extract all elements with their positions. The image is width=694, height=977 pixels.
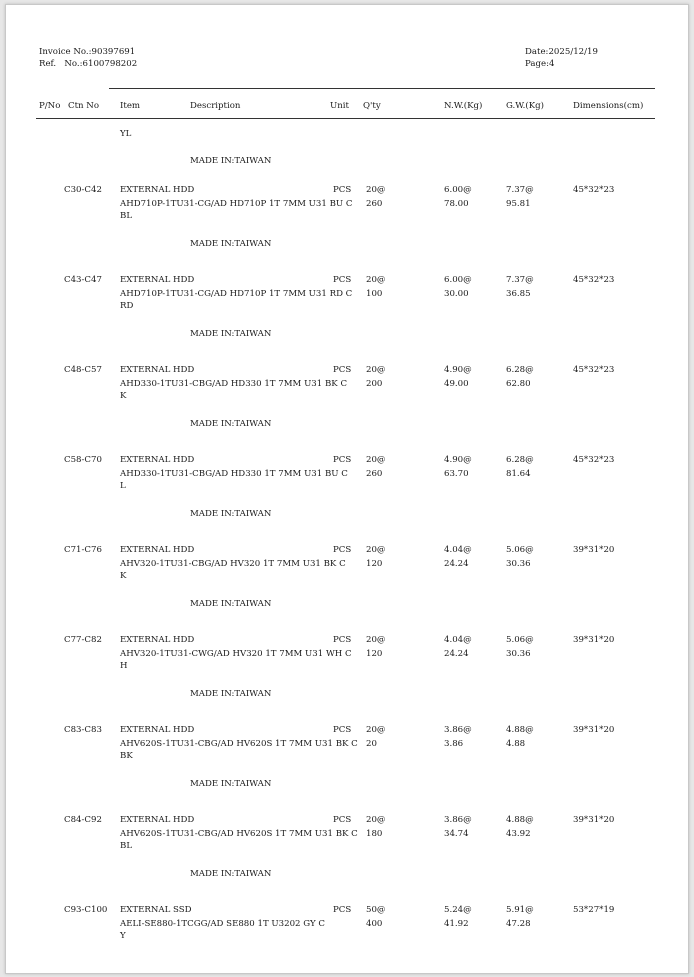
made-in-line: MADE IN:TAIWAN (190, 689, 272, 699)
gross-weight-total: 62.80 (506, 379, 531, 389)
carton-dimensions: 45*32*23 (573, 365, 615, 375)
item-description: AHD710P-1TU31-CG/AD HD710P 1T 7MM U31 BU C (120, 199, 353, 209)
quantity-total: 400 (366, 919, 383, 929)
gross-weight-total: 36.85 (506, 289, 531, 299)
net-weight-total: 63.70 (444, 469, 469, 479)
unit: PCS (333, 275, 352, 285)
carton-number: C83-C83 (64, 725, 102, 735)
item-name: EXTERNAL SSD (120, 905, 192, 915)
carton-number: C48-C57 (64, 365, 102, 375)
net-weight-total: 41.92 (444, 919, 469, 929)
invoice-number: Invoice No.:90397691 (39, 47, 136, 57)
carton-number: C71-C76 (64, 545, 102, 555)
gross-weight-per-carton: 4.88@ (506, 815, 534, 825)
item-description: AHD710P-1TU31-CG/AD HD710P 1T 7MM U31 RD C (120, 289, 353, 299)
continued-description-line: YL (120, 129, 132, 139)
quantity-total: 120 (366, 559, 383, 569)
made-in-line: MADE IN:TAIWAN (190, 509, 272, 519)
net-weight-per-carton: 6.00@ (444, 275, 472, 285)
made-in-line: MADE IN:TAIWAN (190, 779, 272, 789)
quantity-total: 200 (366, 379, 383, 389)
made-in-line: MADE IN:TAIWAN (190, 156, 272, 166)
invoice-page (5, 4, 689, 974)
column-header-unit: Unit (330, 101, 349, 111)
quantity-per-carton: 20@ (366, 635, 386, 645)
item-description-cont: L (120, 481, 126, 491)
column-header-dimensions: Dimensions(cm) (573, 101, 644, 111)
unit: PCS (333, 635, 352, 645)
gross-weight-per-carton: 5.91@ (506, 905, 534, 915)
gross-weight-per-carton: 5.06@ (506, 635, 534, 645)
column-header-qty: Q'ty (363, 101, 381, 111)
gross-weight-total: 30.36 (506, 649, 531, 659)
carton-dimensions: 53*27*19 (573, 905, 615, 915)
quantity-per-carton: 20@ (366, 275, 386, 285)
gross-weight-per-carton: 7.37@ (506, 185, 534, 195)
quantity-total: 180 (366, 829, 383, 839)
item-description: AHV320-1TU31-CBG/AD HV320 1T 7MM U31 BK C (120, 559, 346, 569)
quantity-per-carton: 20@ (366, 725, 386, 735)
net-weight-per-carton: 4.90@ (444, 365, 472, 375)
unit: PCS (333, 185, 352, 195)
carton-dimensions: 39*31*20 (573, 545, 615, 555)
item-description: AHV620S-1TU31-CBG/AD HV620S 1T 7MM U31 BK C (120, 829, 358, 839)
carton-number: C77-C82 (64, 635, 102, 645)
net-weight-total: 34.74 (444, 829, 469, 839)
item-name: EXTERNAL HDD (120, 725, 195, 735)
item-description: AHV620S-1TU31-CBG/AD HV620S 1T 7MM U31 BK C (120, 739, 358, 749)
quantity-total: 100 (366, 289, 383, 299)
net-weight-total: 30.00 (444, 289, 469, 299)
gross-weight-total: 47.28 (506, 919, 531, 929)
made-in-line: MADE IN:TAIWAN (190, 869, 272, 879)
header-rule-bottom (36, 118, 655, 119)
net-weight-per-carton: 3.86@ (444, 725, 472, 735)
carton-dimensions: 39*31*20 (573, 635, 615, 645)
column-header-ctn-no: Ctn No (68, 101, 99, 111)
gross-weight-total: 43.92 (506, 829, 531, 839)
reference-number: Ref. No.:6100798202 (39, 59, 138, 69)
invoice-date: Date:2025/12/19 (525, 47, 598, 57)
item-description: AELI-SE880-1TCGG/AD SE880 1T U3202 GY C (120, 919, 325, 929)
quantity-total: 120 (366, 649, 383, 659)
quantity-total: 260 (366, 469, 383, 479)
item-name: EXTERNAL HDD (120, 815, 195, 825)
item-name: EXTERNAL HDD (120, 275, 195, 285)
quantity-total: 20 (366, 739, 377, 749)
quantity-total: 260 (366, 199, 383, 209)
unit: PCS (333, 905, 352, 915)
column-header-gw: G.W.(Kg) (506, 101, 544, 111)
item-description: AHD330-1TU31-CBG/AD HD330 1T 7MM U31 BU C (120, 469, 348, 479)
column-header-nw: N.W.(Kg) (444, 101, 483, 111)
net-weight-per-carton: 5.24@ (444, 905, 472, 915)
carton-dimensions: 39*31*20 (573, 815, 615, 825)
item-description-cont: K (120, 391, 127, 401)
net-weight-per-carton: 4.04@ (444, 545, 472, 555)
unit: PCS (333, 365, 352, 375)
gross-weight-per-carton: 6.28@ (506, 455, 534, 465)
net-weight-per-carton: 6.00@ (444, 185, 472, 195)
item-name: EXTERNAL HDD (120, 635, 195, 645)
carton-number: C43-C47 (64, 275, 102, 285)
gross-weight-total: 30.36 (506, 559, 531, 569)
made-in-line: MADE IN:TAIWAN (190, 329, 272, 339)
quantity-per-carton: 50@ (366, 905, 386, 915)
carton-number: C30-C42 (64, 185, 102, 195)
item-description-cont: K (120, 571, 127, 581)
column-header-description: Description (190, 101, 241, 111)
net-weight-per-carton: 4.04@ (444, 635, 472, 645)
carton-dimensions: 39*31*20 (573, 725, 615, 735)
quantity-per-carton: 20@ (366, 365, 386, 375)
item-description-cont: H (120, 661, 128, 671)
unit: PCS (333, 455, 352, 465)
page-number: Page:4 (525, 59, 555, 69)
quantity-per-carton: 20@ (366, 815, 386, 825)
made-in-line: MADE IN:TAIWAN (190, 599, 272, 609)
item-name: EXTERNAL HDD (120, 365, 195, 375)
item-name: EXTERNAL HDD (120, 185, 195, 195)
item-description-cont: Y (120, 931, 126, 941)
item-description-cont: RD (120, 301, 134, 311)
unit: PCS (333, 545, 352, 555)
made-in-line: MADE IN:TAIWAN (190, 239, 272, 249)
item-name: EXTERNAL HDD (120, 545, 195, 555)
gross-weight-total: 95.81 (506, 199, 531, 209)
net-weight-per-carton: 4.90@ (444, 455, 472, 465)
net-weight-total: 78.00 (444, 199, 469, 209)
carton-number: C58-C70 (64, 455, 102, 465)
carton-dimensions: 45*32*23 (573, 185, 615, 195)
carton-dimensions: 45*32*23 (573, 275, 615, 285)
gross-weight-per-carton: 4.88@ (506, 725, 534, 735)
net-weight-total: 3.86 (444, 739, 464, 749)
item-description: AHV320-1TU31-CWG/AD HV320 1T 7MM U31 WH C (120, 649, 352, 659)
item-description-cont: BK (120, 751, 133, 761)
gross-weight-per-carton: 7.37@ (506, 275, 534, 285)
unit: PCS (333, 815, 352, 825)
column-header-item: Item (120, 101, 141, 111)
net-weight-total: 24.24 (444, 649, 469, 659)
quantity-per-carton: 20@ (366, 185, 386, 195)
made-in-line: MADE IN:TAIWAN (190, 419, 272, 429)
item-description-cont: BL (120, 211, 133, 221)
column-header-pno: P/No (39, 101, 61, 111)
gross-weight-total: 4.88 (506, 739, 526, 749)
carton-dimensions: 45*32*23 (573, 455, 615, 465)
carton-number: C93-C100 (64, 905, 108, 915)
gross-weight-total: 81.64 (506, 469, 531, 479)
item-name: EXTERNAL HDD (120, 455, 195, 465)
net-weight-total: 24.24 (444, 559, 469, 569)
unit: PCS (333, 725, 352, 735)
item-description-cont: BL (120, 841, 133, 851)
quantity-per-carton: 20@ (366, 545, 386, 555)
net-weight-total: 49.00 (444, 379, 469, 389)
net-weight-per-carton: 3.86@ (444, 815, 472, 825)
carton-number: C84-C92 (64, 815, 102, 825)
item-description: AHD330-1TU31-CBG/AD HD330 1T 7MM U31 BK C (120, 379, 348, 389)
header-rule-top (109, 88, 655, 89)
gross-weight-per-carton: 5.06@ (506, 545, 534, 555)
gross-weight-per-carton: 6.28@ (506, 365, 534, 375)
quantity-per-carton: 20@ (366, 455, 386, 465)
